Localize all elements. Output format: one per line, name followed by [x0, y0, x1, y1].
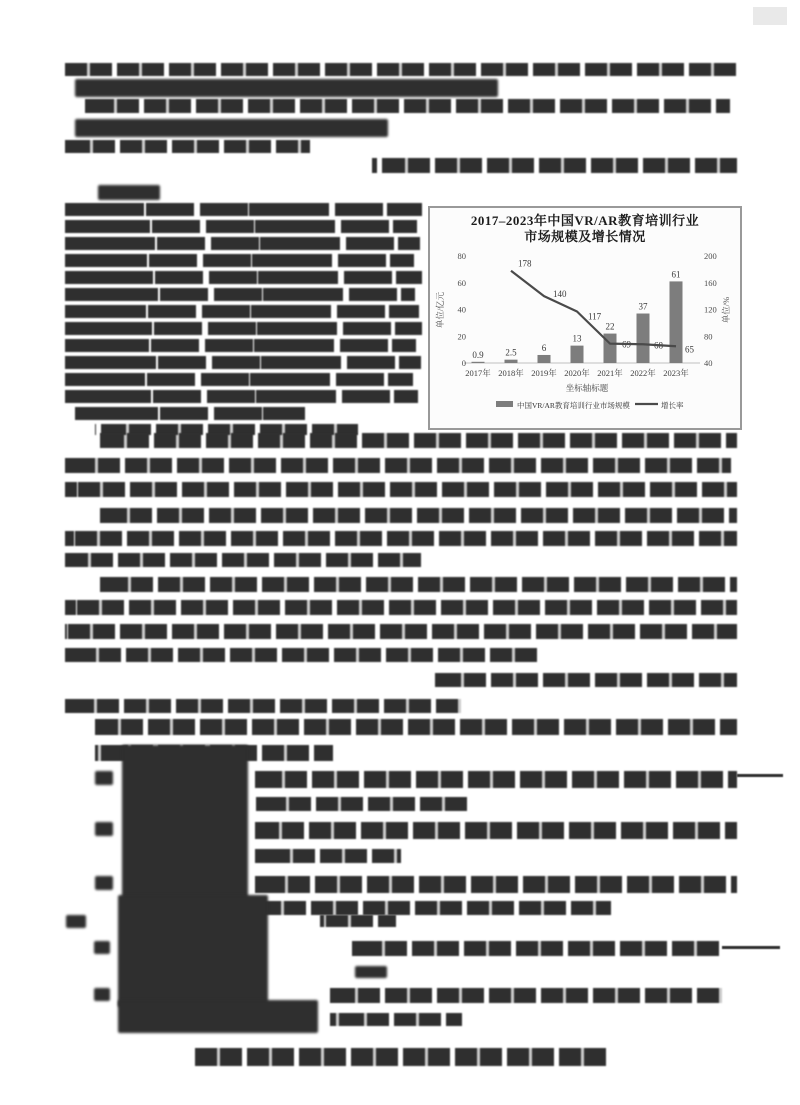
chart-title	[430, 213, 740, 246]
redacted-text-block	[65, 237, 420, 250]
x-category-label: 2020年	[564, 367, 590, 378]
right-axis-title: 单位/%	[721, 296, 731, 323]
redacted-text-block	[95, 719, 737, 735]
redacted-text-block	[75, 79, 498, 97]
market-size-bar	[637, 313, 650, 362]
redacted-text-block	[330, 988, 722, 1003]
redacted-text-block	[65, 356, 421, 369]
redacted-text-block	[65, 373, 413, 386]
redacted-text-block	[65, 254, 414, 267]
redacted-text-block	[350, 941, 722, 956]
x-category-label: 2018年	[498, 367, 524, 378]
redacted-text-block	[65, 531, 737, 546]
right-axis-tick-label: 40	[704, 357, 713, 368]
page-corner-tab	[753, 7, 787, 25]
redacted-text-block	[65, 339, 416, 352]
redacted-text-block	[737, 774, 783, 777]
x-category-label: 2023年	[663, 367, 689, 378]
redacted-text-block	[95, 876, 113, 890]
redacted-text-block	[330, 1013, 462, 1026]
legend-bar-swatch	[496, 401, 513, 407]
redacted-text-block	[100, 577, 737, 592]
left-axis-tick-label: 60	[457, 277, 466, 288]
growth-rate-label: 117	[588, 311, 602, 322]
right-axis-tick-label: 160	[704, 277, 717, 288]
redacted-text-block	[100, 433, 737, 448]
growth-rate-label: 68	[654, 339, 663, 350]
redacted-text-block	[65, 271, 422, 284]
redacted-text-block	[255, 822, 737, 839]
x-category-label: 2019年	[531, 367, 557, 378]
redacted-text-block	[75, 407, 305, 420]
redacted-text-block	[722, 946, 780, 949]
redacted-text-block	[65, 322, 422, 335]
redacted-text-block	[372, 158, 737, 173]
growth-rate-label: 140	[553, 288, 567, 299]
redacted-text-block	[65, 140, 310, 153]
redacted-text-block	[75, 119, 388, 137]
chart-title-line1: 2017–2023年中国VR/AR教育培训行业	[470, 213, 700, 228]
growth-rate-label: 69	[622, 339, 631, 350]
redacted-text-block	[65, 600, 737, 615]
redacted-text-block	[95, 822, 113, 836]
x-category-label: 2021年	[597, 367, 623, 378]
right-axis-tick-label: 200	[704, 250, 717, 261]
redacted-text-block	[65, 288, 415, 301]
redacted-text-block	[65, 305, 419, 318]
x-axis-title: 坐标轴标题	[565, 382, 609, 393]
bar-value-label: 6	[541, 342, 547, 353]
chart-plot-svg	[430, 248, 740, 426]
redacted-text-block	[255, 797, 471, 811]
redacted-text-block	[66, 915, 86, 928]
growth-rate-label: 178	[518, 258, 532, 269]
redacted-text-block	[100, 508, 737, 523]
market-size-bar	[571, 345, 584, 362]
bar-value-label: 2.5	[505, 347, 517, 358]
x-category-label: 2022年	[630, 367, 656, 378]
redacted-text-block	[118, 895, 268, 1007]
redacted-text-block	[65, 553, 421, 567]
bar-value-label: 37	[638, 301, 648, 312]
chart-panel	[428, 206, 742, 430]
redacted-text-block	[65, 624, 737, 639]
redacted-text-block	[255, 876, 737, 893]
market-size-bar	[472, 361, 485, 362]
redacted-text-block	[320, 915, 396, 927]
market-size-bar	[670, 281, 683, 363]
left-axis-tick-label: 0	[461, 357, 466, 368]
legend-bar-label: 中国VR/AR教育培训行业市场规模	[517, 400, 630, 410]
redacted-text-block	[195, 1048, 611, 1066]
growth-rate-line	[511, 270, 676, 346]
redacted-text-block	[65, 458, 731, 473]
redacted-text-block	[65, 203, 422, 216]
bar-value-label: 22	[605, 321, 615, 332]
redacted-text-block	[435, 673, 737, 687]
chart-title-line2: 市场规模及增长情况	[524, 229, 646, 245]
redacted-text-block	[95, 771, 113, 785]
x-category-label: 2017年	[465, 367, 491, 378]
bar-value-label: 13	[572, 333, 582, 344]
redacted-text-block	[94, 988, 110, 1001]
left-axis-tick-label: 80	[457, 250, 466, 261]
redacted-text-block	[122, 745, 248, 910]
growth-rate-label: 65	[685, 343, 694, 354]
bar-value-label: 61	[671, 268, 681, 279]
redacted-text-block	[65, 648, 542, 662]
market-size-bar	[505, 359, 518, 362]
redacted-text-block	[355, 966, 387, 978]
redacted-text-block	[65, 220, 417, 233]
redacted-text-block	[65, 482, 737, 497]
redacted-text-block	[65, 699, 461, 713]
market-size-bar	[538, 354, 551, 362]
right-axis-tick-label: 80	[704, 330, 713, 341]
redacted-text-block	[255, 901, 611, 915]
redacted-text-block	[65, 390, 418, 403]
redacted-text-block	[255, 849, 401, 863]
legend-line-label: 增长率	[661, 400, 684, 410]
left-axis-tick-label: 20	[457, 330, 466, 341]
redacted-text-block	[98, 185, 160, 200]
left-axis-title: 单位/亿元	[435, 291, 445, 328]
redacted-text-block	[118, 1000, 318, 1033]
redacted-text-block	[255, 771, 737, 788]
redacted-text-block	[65, 63, 737, 76]
left-axis-tick-label: 40	[457, 304, 466, 314]
right-axis-tick-label: 120	[704, 304, 717, 314]
bar-value-label: 0.9	[472, 349, 484, 360]
redacted-text-block	[85, 99, 730, 113]
redacted-text-block	[94, 941, 110, 954]
